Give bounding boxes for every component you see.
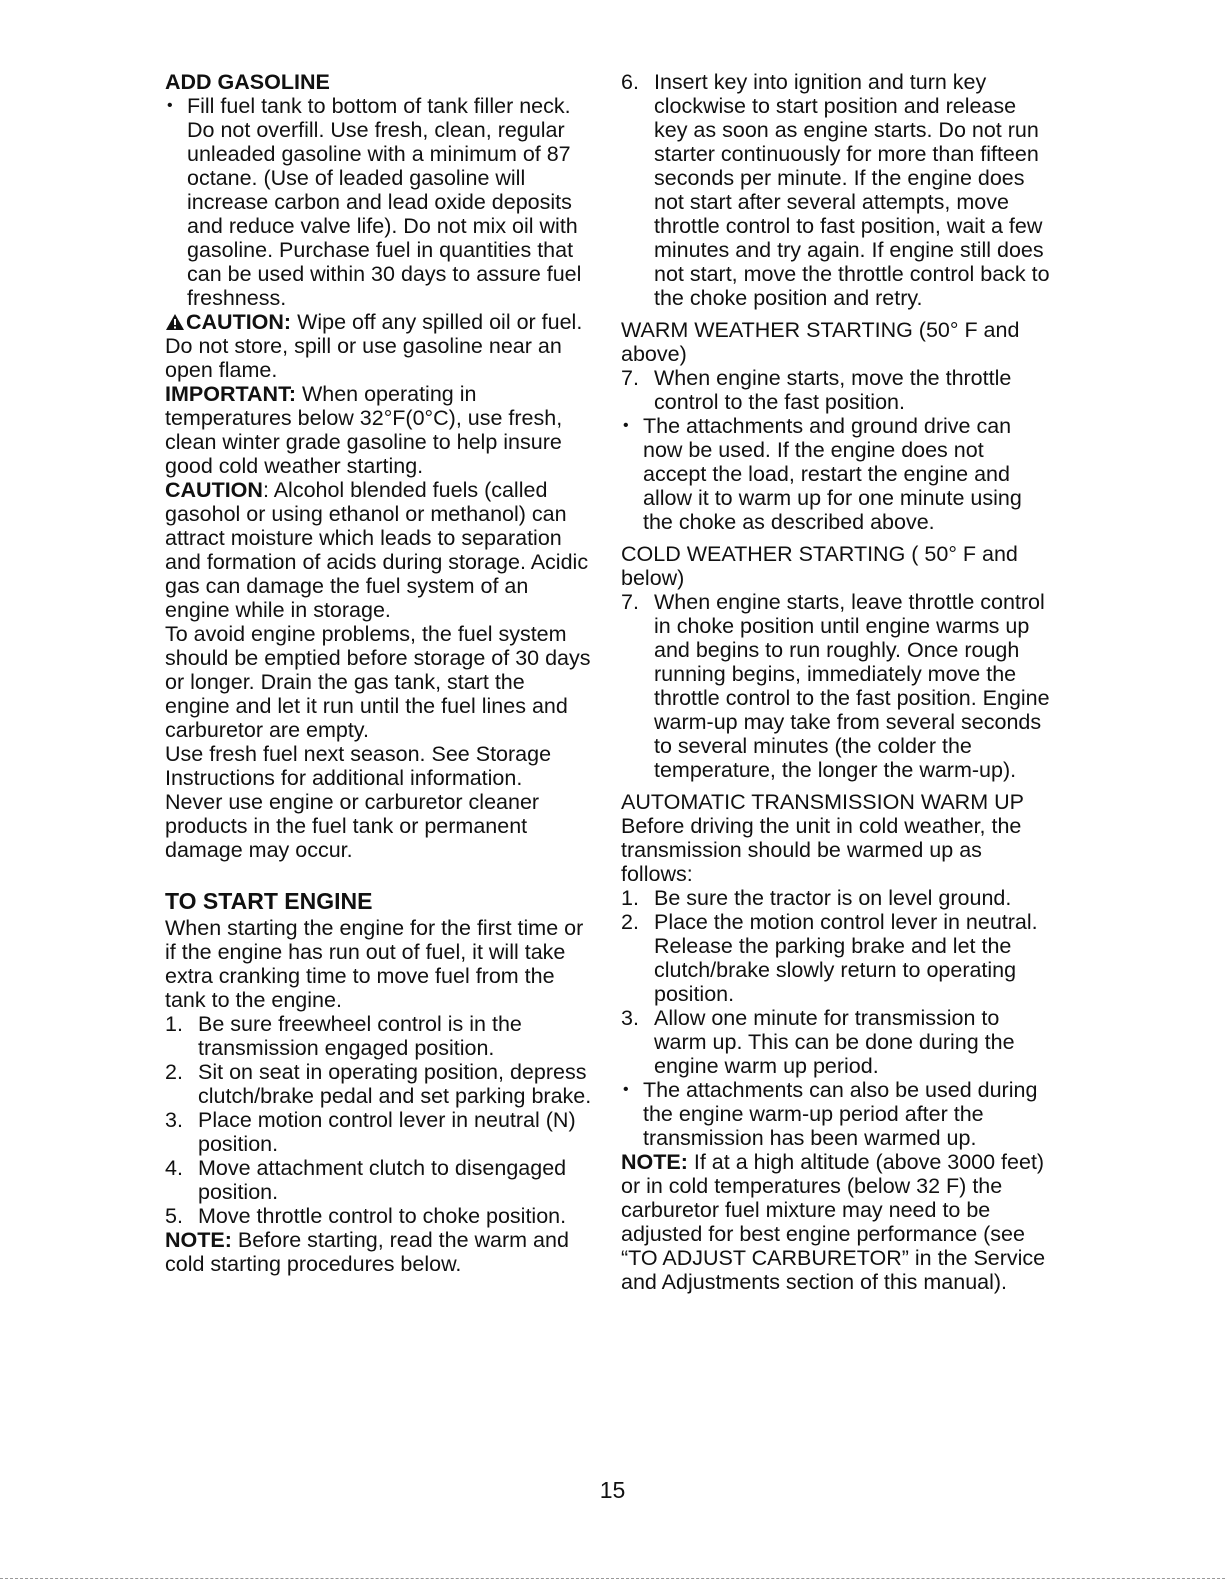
note-text: Before starting, read the warm and cold starting procedures below. bbox=[165, 1228, 569, 1276]
list-item bbox=[165, 1012, 595, 1060]
warm-attachments-bullet: • The attachments and ground drive can now be used. If the engine does not accept the load, restart the engine and allow it to warm up for one minute using the choke as described above. bbox=[621, 414, 1051, 534]
auto-steps-list bbox=[621, 886, 1051, 1078]
step-number: 2. bbox=[165, 1060, 183, 1084]
caution-alcohol-label: CAUTION bbox=[165, 478, 263, 502]
start-steps-list bbox=[165, 1012, 595, 1228]
step-number: 1. bbox=[621, 886, 639, 910]
start-intro-paragraph: When starting the engine for the first time or if the engine has run out of fuel, it will take extra cranking time to move fuel from the tank to the engine. bbox=[165, 916, 584, 1012]
step-text: Place the motion control lever in neutral. Release the parking brake and let the clutch/brake slowly return to operating position. bbox=[654, 910, 1038, 1006]
important-label: IMPORTANT: bbox=[165, 382, 296, 406]
step-number: 7. bbox=[621, 590, 639, 614]
cold-step-7-item bbox=[621, 590, 1051, 782]
step-number: 3. bbox=[621, 1006, 639, 1030]
start-engine-heading: TO START ENGINE bbox=[165, 888, 373, 914]
bottom-dashed-rule bbox=[0, 1578, 1225, 1579]
caution-spill-paragraph bbox=[165, 310, 595, 382]
caution-alcohol-paragraph bbox=[165, 478, 595, 622]
fill-tank-bullet: • Fill fuel tank to bottom of tank filler neck. Do not overfill. Use fresh, clean, regular unleaded gasoline with a minimum of 87 octane. (Use of leaded gasoline will increase carbon and lead oxide deposits and reduce valve life). Do not mix oil with gasoline. Purchase fuel in quantities that can be used within 30 days to assure fuel freshness. bbox=[165, 94, 595, 310]
never-cleaner-paragraph: Never use engine or carburetor cleaner products in the fuel tank or permanent damage may occur. bbox=[165, 790, 540, 862]
step-6-item bbox=[621, 70, 1051, 310]
step-text: Sit on seat in operating position, depress clutch/brake pedal and set parking brake. bbox=[198, 1060, 592, 1108]
step-text: Move throttle control to choke position. bbox=[198, 1204, 567, 1228]
list-item bbox=[165, 1204, 595, 1228]
caution-text: Wipe off any spilled oil or fuel. Do not store, spill or use gasoline near an open flame. bbox=[165, 310, 583, 382]
step-text: Allow one minute for transmission to warm up. This can be done during the engine warm up period. bbox=[654, 1006, 1015, 1078]
caution-label: CAUTION: bbox=[186, 310, 292, 334]
step-text: When engine starts, leave throttle control in choke position until engine warms up and begins to run roughly. Once rough running begins, immediately move the throttle control to the fast position. Engine warm-up may take from several seconds to several minutes (the colder the temperature, the longer the warm-up). bbox=[654, 590, 1050, 782]
caution-alcohol-text: : Alcohol blended fuels (called gasohol or using ethanol or methanol) can attract moisture which leads to separation and formation of acids during storage. Acidic gas can damage the fuel system of an engine while in storage. bbox=[165, 478, 589, 622]
step-number: 1. bbox=[165, 1012, 183, 1036]
step-text: Place motion control lever in neutral (N) position. bbox=[198, 1108, 576, 1156]
list-item bbox=[621, 910, 1051, 1006]
important-text: When operating in temperatures below 32°F(0°C), use fresh, clean winter grade gasoline to help insure good cold weather starting. bbox=[165, 382, 563, 478]
list-item bbox=[621, 886, 1051, 910]
step-text: Be sure freewheel control is in the transmission engaged position. bbox=[198, 1012, 522, 1060]
fresh-fuel-paragraph: Use fresh fuel next season. See Storage Instructions for additional information. bbox=[165, 742, 552, 790]
auto-transmission-heading: AUTOMATIC TRANSMISSION WARM UP bbox=[621, 790, 1024, 814]
step-number: 7. bbox=[621, 366, 639, 390]
step-text: Move attachment clutch to disengaged position. bbox=[198, 1156, 567, 1204]
step-number: 5. bbox=[165, 1204, 183, 1228]
note-paragraph bbox=[165, 1228, 595, 1276]
warning-triangle-icon bbox=[165, 313, 185, 331]
step-number: 6. bbox=[621, 70, 639, 94]
auto-intro-paragraph: Before driving the unit in cold weather, the transmission should be warmed up as follows: bbox=[621, 814, 1022, 886]
warm-weather-heading: WARM WEATHER STARTING (50° F and above) bbox=[621, 318, 1020, 366]
list-item bbox=[621, 1006, 1051, 1078]
warm-step-7-item bbox=[621, 366, 1051, 414]
step-text: Be sure the tractor is on level ground. bbox=[654, 886, 1012, 910]
add-gasoline-heading: ADD GASOLINE bbox=[165, 70, 330, 94]
step-number: 3. bbox=[165, 1108, 183, 1132]
left-column bbox=[165, 70, 595, 1276]
auto-attachments-bullet: • The attachments can also be used during the engine warm-up period after the transmission has been warmed up. bbox=[621, 1078, 1051, 1150]
cold-weather-heading: COLD WEATHER STARTING ( 50° F and below) bbox=[621, 542, 1018, 590]
step-text: When engine starts, move the throttle control to the fast position. bbox=[654, 366, 1012, 414]
list-item bbox=[165, 1060, 595, 1108]
note-label: NOTE: bbox=[165, 1228, 232, 1252]
altitude-note-paragraph bbox=[621, 1150, 1051, 1294]
right-column bbox=[621, 70, 1051, 1294]
list-item bbox=[165, 1108, 595, 1156]
important-paragraph bbox=[165, 382, 595, 478]
step-number: 4. bbox=[165, 1156, 183, 1180]
avoid-problems-paragraph: To avoid engine problems, the fuel system should be emptied before storage of 30 days or longer. Drain the gas tank, start the engine and let it run until the fuel lines and carburetor are empty. bbox=[165, 622, 591, 742]
list-item bbox=[165, 1156, 595, 1204]
page-number: 15 bbox=[599, 1477, 626, 1503]
note-label: NOTE: bbox=[621, 1150, 688, 1174]
note-text: If at a high altitude (above 3000 feet) or in cold temperatures (below 32 F) the carburetor fuel mixture may need to be adjusted for best engine performance (see “TO ADJUST CARBURETOR” in the Service and Adjustments section of this manual). bbox=[621, 1150, 1046, 1294]
step-text: Insert key into ignition and turn key clockwise to start position and release key as soon as engine starts. Do not run starter continuously for more than fifteen seconds per minute. If the engine does not start after several attempts, move throttle control to fast position, wait a few minutes and try again. If engine still does not start, move the throttle control back to the choke position and retry. bbox=[654, 70, 1050, 310]
step-number: 2. bbox=[621, 910, 639, 934]
